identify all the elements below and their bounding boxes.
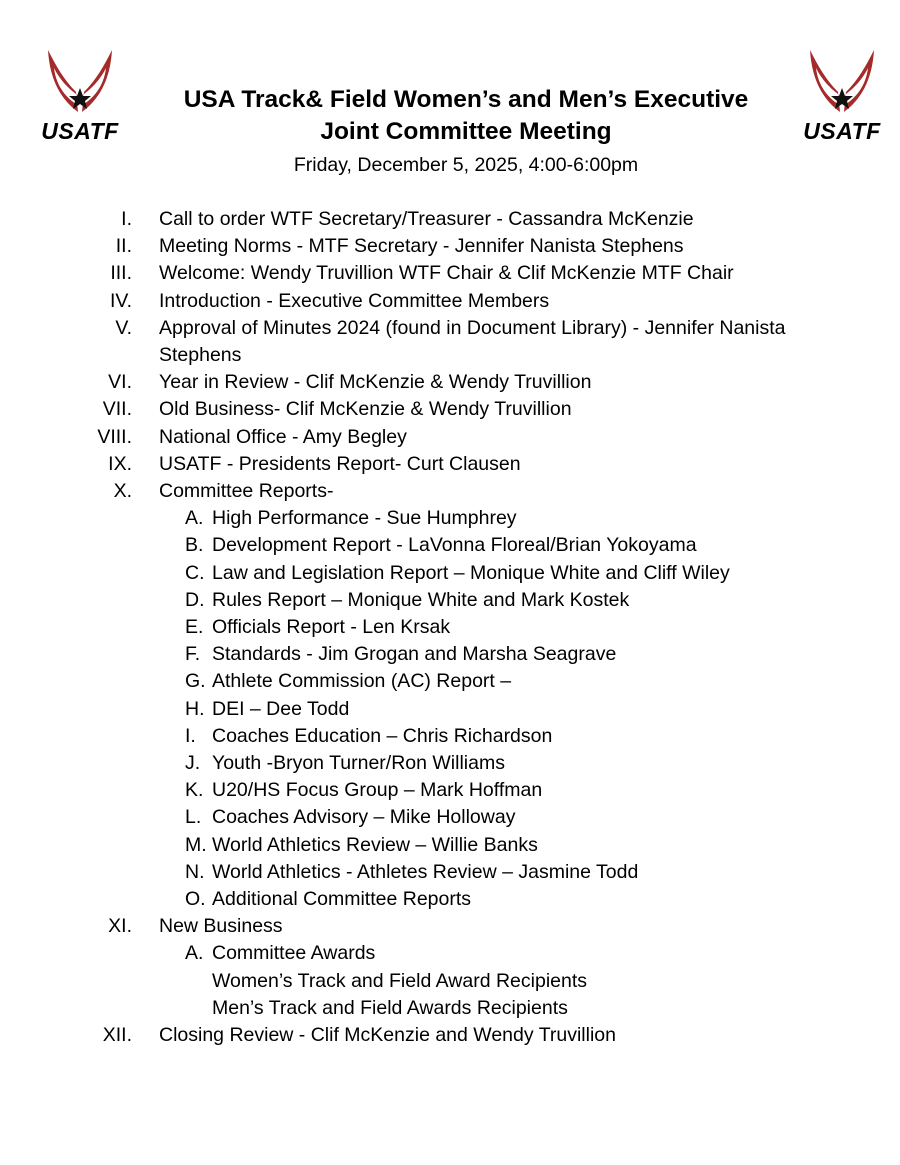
agenda-list — [0, 206, 900, 1049]
item-number: XI. — [108, 915, 132, 938]
sub-item-text: Coaches Education – Chris Richardson — [212, 724, 553, 747]
award-line — [0, 968, 900, 995]
sub-item-letter: J. — [185, 752, 201, 775]
sub-item-letter: B. — [185, 534, 204, 557]
agenda-item — [0, 288, 900, 315]
sub-item-letter: I. — [185, 724, 196, 747]
sub-item-letter: M. — [185, 833, 207, 856]
sub-item — [0, 859, 900, 886]
sub-item-text: Officials Report - Len Krsak — [212, 616, 451, 639]
sub-item-text: Rules Report – Monique White and Mark Kostek — [212, 588, 630, 611]
sub-item-text: Youth -Bryon Turner/Ron Williams — [212, 752, 505, 775]
sub-item-text: DEI – Dee Todd — [212, 697, 350, 720]
award-text: Women’s Track and Field Award Recipients — [212, 969, 588, 992]
sub-item-letter: A. — [185, 942, 204, 965]
award-line — [0, 995, 900, 1022]
winged-star-icon — [794, 44, 890, 116]
sub-item — [0, 641, 900, 668]
sub-item-letter: N. — [185, 860, 205, 883]
logo-wordmark: USATF — [41, 118, 119, 144]
sub-item-letter: C. — [185, 561, 205, 584]
item-number: VII. — [102, 398, 132, 421]
item-number: III. — [110, 262, 132, 285]
winged-star-icon — [32, 44, 128, 116]
sub-item — [0, 886, 900, 913]
item-text: Meeting Norms - MTF Secretary - Jennifer Nanista Stephens — [159, 235, 684, 258]
agenda-item — [0, 451, 900, 478]
sub-item-text: Standards - Jim Grogan and Marsha Seagrave — [212, 643, 617, 666]
sub-item-letter: K. — [185, 779, 204, 802]
agenda-item — [0, 1022, 900, 1049]
sub-item-text: Additional Committee Reports — [212, 888, 472, 911]
item-text: New Business — [159, 915, 283, 938]
item-number: VI. — [108, 371, 132, 394]
agenda-item — [0, 396, 900, 423]
sub-item-text: Coaches Advisory – Mike Holloway — [212, 806, 516, 829]
sub-item — [0, 668, 900, 695]
sub-item-letter: O. — [185, 888, 206, 911]
meeting-date: Friday, December 5, 2025, 4:00-6:00pm — [293, 154, 639, 176]
item-number: X. — [113, 480, 132, 503]
sub-item-text: Law and Legislation Report – Monique White and Cliff Wiley — [212, 561, 730, 584]
sub-item-letter: L. — [185, 806, 202, 829]
title-line-1: USA Track& Field Women’s and Men’s Executive — [183, 86, 749, 113]
sub-item-text: Development Report - LaVonna Floreal/Brian Yokoyama — [212, 534, 697, 557]
agenda-item — [0, 369, 900, 396]
sub-item — [0, 750, 900, 777]
item-number: IX. — [108, 452, 132, 475]
item-text: Closing Review - Clif McKenzie and Wendy Truvillion — [159, 1024, 616, 1047]
agenda-item — [0, 206, 900, 233]
sub-item — [0, 532, 900, 559]
sub-item — [0, 560, 900, 587]
sub-item-letter: G. — [185, 670, 206, 693]
sub-item — [0, 777, 900, 804]
item-number: V. — [115, 316, 132, 339]
title-line-2: Joint Committee Meeting — [320, 118, 612, 145]
agenda-item — [0, 233, 900, 260]
item-number: IV. — [109, 289, 132, 312]
item-text: Introduction - Executive Committee Members — [159, 289, 550, 312]
sub-item-text: World Athletics Review – Willie Banks — [212, 833, 538, 856]
award-text: Men’s Track and Field Awards Recipients — [212, 996, 568, 1019]
item-text: Old Business- Clif McKenzie & Wendy Truvillion — [159, 398, 572, 421]
sub-item — [0, 832, 900, 859]
sub-item-text: Athlete Commission (AC) Report – — [212, 670, 512, 693]
sub-item-letter: H. — [185, 697, 205, 720]
agenda-item — [0, 424, 900, 451]
page-title — [140, 84, 792, 148]
sub-item — [0, 587, 900, 614]
agenda-item — [0, 913, 900, 940]
item-text: National Office - Amy Begley — [159, 425, 407, 448]
sub-item-letter: E. — [185, 616, 204, 639]
item-number: I. — [121, 208, 132, 230]
sub-item — [0, 505, 900, 532]
sub-item — [0, 696, 900, 723]
sub-item-text: High Performance - Sue Humphrey — [212, 507, 517, 530]
sub-item-letter: F. — [185, 643, 201, 666]
item-number: XII. — [102, 1024, 132, 1047]
agenda-item — [0, 478, 900, 505]
sub-item — [0, 723, 900, 750]
item-text: Welcome: Wendy Truvillion WTF Chair & Clif McKenzie MTF Chair — [159, 262, 734, 285]
item-text: Committee Reports- — [159, 480, 334, 503]
item-number: II. — [115, 235, 132, 258]
usatf-logo-left — [32, 44, 128, 144]
logo-wordmark: USATF — [803, 118, 881, 144]
sub-item-text: U20/HS Focus Group – Mark Hoffman — [212, 779, 543, 802]
item-text: Year in Review - Clif McKenzie & Wendy Truvillion — [159, 371, 592, 394]
sub-item — [0, 940, 900, 967]
sub-item-letter: D. — [185, 588, 205, 611]
sub-item-letter: A. — [185, 507, 204, 530]
agenda-item — [0, 260, 900, 287]
sub-item — [0, 614, 900, 641]
item-text: Call to order WTF Secretary/Treasurer - Cassandra McKenzie — [159, 208, 694, 230]
usatf-logo-right — [794, 44, 890, 144]
item-text: Approval of Minutes 2024 (found in Document Library) - Jennifer Nanista Stephens — [159, 316, 786, 367]
sub-item — [0, 804, 900, 831]
sub-item-text: World Athletics - Athletes Review – Jasmine Todd — [212, 860, 639, 883]
sub-item-text: Committee Awards — [212, 942, 376, 965]
agenda-item — [0, 315, 900, 369]
item-text: USATF - Presidents Report- Curt Clausen — [159, 452, 521, 475]
item-number: VIII. — [97, 425, 132, 448]
